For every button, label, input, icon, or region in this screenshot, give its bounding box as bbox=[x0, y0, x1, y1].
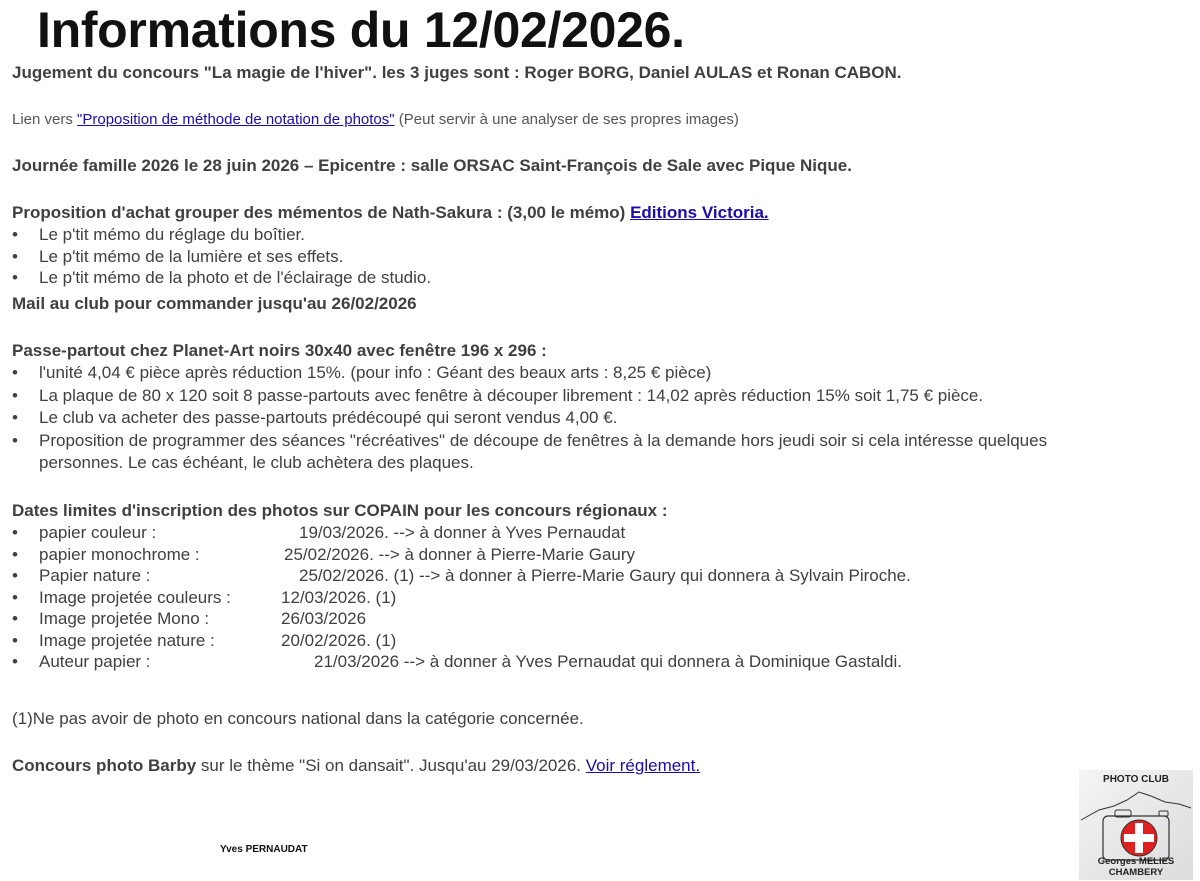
deadline-value: 19/03/2026. --> à donner à Yves Pernaudat bbox=[299, 523, 626, 542]
deadlines-list bbox=[12, 522, 911, 673]
list-item: • Le club va acheter des passe-partouts prédécoupé qui seront vendus 4,00 €. bbox=[12, 407, 1119, 430]
deadline-label: papier couleur : bbox=[39, 523, 157, 542]
notation-link-line bbox=[12, 110, 739, 130]
footnote: (1)Ne pas avoir de photo en concours national dans la catégorie concernée. bbox=[12, 709, 584, 728]
list-item: • La plaque de 80 x 120 soit 8 passe-partouts avec fenêtre à découper librement : 14,02 après réduction 15% soit 1,75 € pièce. bbox=[12, 385, 1119, 408]
club-logo bbox=[1079, 770, 1193, 880]
signature: Yves PERNAUDAT bbox=[220, 844, 308, 855]
memento-order-deadline: Mail au club pour commander jusqu'au 26/02/2026 bbox=[12, 294, 417, 313]
barby-title: Concours photo Barby bbox=[12, 756, 197, 775]
family-day-announcement: Journée famille 2026 le 28 juin 2026 – Epicentre : salle ORSAC Saint-François de Sale avec Pique Nique. bbox=[12, 156, 852, 175]
link-prefix: Lien vers bbox=[12, 111, 78, 128]
deadline-item bbox=[12, 630, 911, 652]
deadline-value: 25/02/2026. --> à donner à Pierre-Marie Gaury bbox=[284, 544, 636, 564]
deadline-item bbox=[12, 608, 911, 630]
barby-contest bbox=[12, 756, 700, 776]
logo-club-name: Georges MELIES bbox=[1097, 856, 1175, 867]
deadline-label: Image projetée couleurs : bbox=[39, 587, 231, 607]
deadline-value: 12/03/2026. (1) bbox=[281, 587, 397, 607]
barby-text: sur le thème "Si on dansait". Jusqu'au 29/03/2026. bbox=[196, 756, 586, 775]
notation-method-link[interactable]: "Proposition de méthode de notation de photos" bbox=[77, 111, 395, 128]
logo-bottom-text bbox=[1079, 856, 1193, 878]
deadline-value: 20/02/2026. (1) bbox=[281, 630, 397, 650]
voir-reglement-link[interactable]: Voir réglement. bbox=[585, 756, 701, 775]
list-item: • Le p'tit mémo de la photo et de l'éclairage de studio. bbox=[12, 267, 431, 289]
passe-partout-heading: Passe-partout chez Planet-Art noirs 30x40 avec fenêtre 196 x 296 : bbox=[12, 341, 547, 360]
memento-heading bbox=[12, 203, 769, 223]
deadline-label: Auteur papier : bbox=[39, 652, 151, 671]
list-item: • l'unité 4,04 € pièce après réduction 15%. (pour info : Géant des beaux arts : 8,25 € pièce) bbox=[12, 362, 1119, 385]
deadline-item bbox=[12, 522, 911, 544]
deadline-value: 26/03/2026 bbox=[281, 609, 367, 628]
logo-city: CHAMBERY bbox=[1108, 867, 1164, 878]
deadline-item bbox=[12, 565, 911, 587]
deadline-item bbox=[12, 587, 911, 609]
deadline-value: 25/02/2026. (1) --> à donner à Pierre-Marie Gaury qui donnera à Sylvain Piroche. bbox=[299, 566, 911, 585]
list-item: • Le p'tit mémo de la lumière et ses effets. bbox=[12, 246, 431, 268]
list-item: • Le p'tit mémo du réglage du boîtier. bbox=[12, 224, 431, 246]
deadline-label: Image projetée nature : bbox=[39, 630, 215, 650]
judging-announcement: Jugement du concours "La magie de l'hiver". les 3 juges sont : Roger BORG, Daniel AULAS et Ronan CABON. bbox=[12, 63, 902, 82]
passe-partout-list bbox=[12, 362, 1119, 475]
list-item: • Proposition de programmer des séances "récréatives" de découpe de fenêtres à la demande hors jeudi soir si cela intéresse quelques personnes. Le cas échéant, le club achètera des plaques. bbox=[12, 430, 1119, 475]
memento-heading-text: Proposition d'achat grouper des mémentos de Nath-Sakura : (3,00 le mémo) bbox=[12, 203, 631, 222]
deadline-value: 21/03/2026 --> à donner à Yves Pernaudat qui donnera à Dominique Gastaldi. bbox=[314, 652, 903, 671]
deadline-item bbox=[12, 651, 911, 673]
page-title: Informations du 12/02/2026. bbox=[37, 2, 685, 58]
editions-victoria-link[interactable]: Editions Victoria. bbox=[630, 203, 769, 222]
memento-list bbox=[12, 224, 431, 289]
logo-top-text: PHOTO CLUB bbox=[1103, 774, 1169, 785]
link-suffix: (Peut servir à une analyser de ses propres images) bbox=[394, 111, 739, 128]
deadline-item bbox=[12, 544, 911, 566]
deadline-label: Image projetée Mono : bbox=[39, 609, 210, 628]
deadline-label: Papier nature : bbox=[39, 566, 151, 585]
deadlines-heading: Dates limites d'inscription des photos sur COPAIN pour les concours régionaux : bbox=[12, 501, 668, 520]
deadline-label: papier monochrome : bbox=[39, 544, 200, 564]
